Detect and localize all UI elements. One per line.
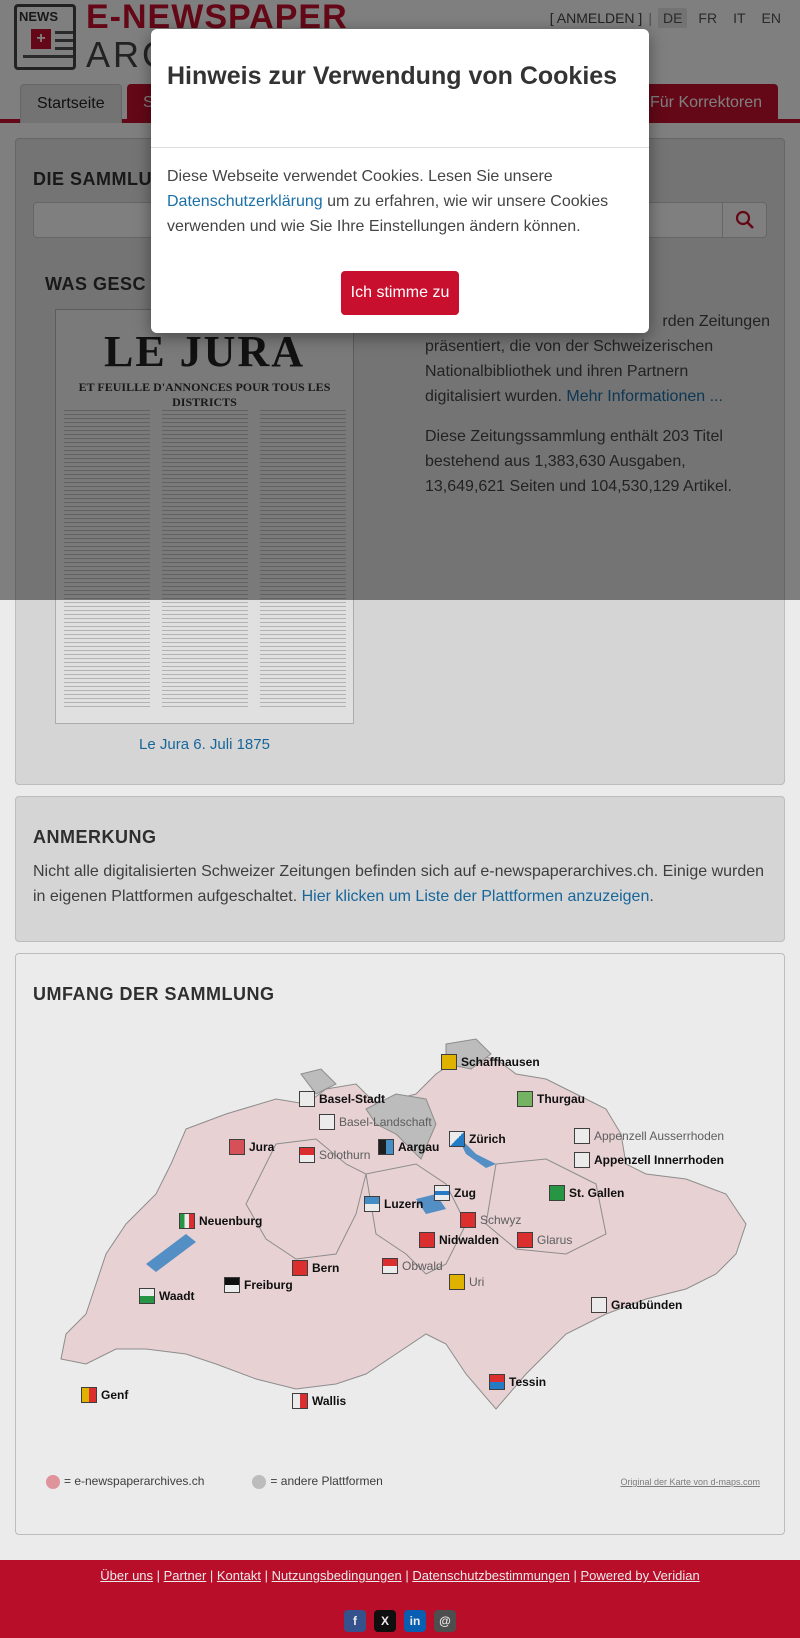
schaffhausen-flag-icon [441, 1054, 457, 1070]
canton-glarus[interactable]: Glarus [517, 1232, 572, 1248]
footer-privacy[interactable]: Datenschutzbestimmungen [412, 1568, 570, 1583]
modal-backdrop[interactable] [0, 0, 800, 600]
canton-basel-stadt[interactable]: Basel-Stadt [299, 1091, 385, 1107]
zug-flag-icon [434, 1185, 450, 1201]
footer-links: Über uns | Partner | Kontakt | Nutzungsbedingungen | Datenschutzbestimmungen | Powered by Veridian [100, 1568, 700, 1583]
glarus-flag-icon [517, 1232, 533, 1248]
waadt-flag-icon [139, 1288, 155, 1304]
newspaper-caption[interactable]: Le Jura 6. Juli 1875 [139, 736, 270, 753]
legend-ours: = e-newspaperarchives.ch [46, 1474, 204, 1489]
footer-partner[interactable]: Partner [163, 1568, 207, 1583]
cookie-modal-text: Diese Webseite verwendet Cookies. Lesen Sie unsere Datenschutzerklärung um zu erfahren, wie wir unsere Cookies verwenden und wie Sie Ihre Einstellungen ändern können. [167, 168, 609, 235]
ar-flag-icon [574, 1128, 590, 1144]
canton-graubuenden[interactable]: Graubünden [591, 1297, 682, 1313]
facebook-icon[interactable]: f [344, 1610, 366, 1632]
canton-neuenburg[interactable]: Neuenburg [179, 1213, 262, 1229]
schwyz-flag-icon [460, 1212, 476, 1228]
map-shape [46, 1014, 776, 1494]
luzern-flag-icon [364, 1196, 380, 1212]
tessin-flag-icon [489, 1374, 505, 1390]
canton-solothurn[interactable]: Solothurn [299, 1147, 370, 1163]
solothurn-flag-icon [299, 1147, 315, 1163]
footer-terms[interactable]: Nutzungsbedingungen [271, 1568, 402, 1583]
canton-obwald[interactable]: Obwald [382, 1258, 443, 1274]
canton-schaffhausen[interactable]: Schaffhausen [441, 1054, 540, 1070]
canton-nidwalden[interactable]: Nidwalden [419, 1232, 499, 1248]
bern-flag-icon [292, 1260, 308, 1276]
canton-aargau[interactable]: Aargau [378, 1139, 439, 1155]
accept-cookies-button[interactable]: Ich stimme zu [341, 271, 459, 315]
canton-basel-land[interactable]: Basel-Landschaft [319, 1114, 432, 1130]
site-footer [0, 1560, 800, 1638]
map-legend [46, 1474, 383, 1489]
wallis-flag-icon [292, 1393, 308, 1409]
genf-flag-icon [81, 1387, 97, 1403]
platform-list-link[interactable]: Hier klicken um Liste der Plattformen anzuzeigen [301, 888, 650, 905]
canton-uri[interactable]: Uri [449, 1274, 484, 1290]
canton-ar[interactable]: Appenzell Ausserrhoden [574, 1128, 724, 1144]
canton-bern[interactable]: Bern [292, 1260, 339, 1276]
canton-zug[interactable]: Zug [434, 1185, 476, 1201]
linkedin-icon[interactable]: in [404, 1610, 426, 1632]
thurgau-flag-icon [517, 1091, 533, 1107]
freiburg-flag-icon [224, 1277, 240, 1293]
jura-flag-icon [229, 1139, 245, 1155]
canton-jura[interactable]: Jura [229, 1139, 274, 1155]
canton-tessin[interactable]: Tessin [489, 1374, 546, 1390]
legend-other: = andere Plattformen [252, 1474, 382, 1489]
nidwalden-flag-icon [419, 1232, 435, 1248]
footer-about[interactable]: Über uns [100, 1568, 154, 1583]
ai-flag-icon [574, 1152, 590, 1168]
note-title: ANMERKUNG [33, 827, 157, 847]
canton-freiburg[interactable]: Freiburg [224, 1277, 293, 1293]
x-icon[interactable]: X [374, 1610, 396, 1632]
social-links [0, 1610, 800, 1632]
canton-waadt[interactable]: Waadt [139, 1288, 195, 1304]
cookie-modal-title: Hinweis zur Verwendung von Cookies [167, 62, 618, 90]
basel-stadt-flag-icon [299, 1091, 315, 1107]
aargau-flag-icon [378, 1139, 394, 1155]
cookie-modal [151, 29, 649, 333]
note-text: Nicht alle digitalisierten Schweizer Zeitungen befinden sich auf e-newspaperarchives.ch. Einige wurden in eigenen Plattformen aufgeschaltet. Hier klicken um Liste der Plattformen anzuzeigen. [33, 863, 765, 905]
pink-dot-icon [46, 1475, 60, 1489]
modal-divider [151, 147, 649, 148]
map-title: UMFANG DER SAMMLUNG [33, 984, 275, 1004]
canton-thurgau[interactable]: Thurgau [517, 1091, 585, 1107]
obwald-flag-icon [382, 1258, 398, 1274]
email-icon[interactable]: @ [434, 1610, 456, 1632]
neuenburg-flag-icon [179, 1213, 195, 1229]
basel-land-flag-icon [319, 1114, 335, 1130]
zuerich-flag-icon [449, 1131, 465, 1147]
canton-stgallen[interactable]: St. Gallen [549, 1185, 624, 1201]
switzerland-map [46, 1014, 776, 1494]
canton-ai[interactable]: Appenzell Innerrhoden [574, 1152, 724, 1168]
canton-wallis[interactable]: Wallis [292, 1393, 346, 1409]
canton-schwyz[interactable]: Schwyz [460, 1212, 521, 1228]
footer-veridian[interactable]: Powered by Veridian [580, 1568, 700, 1583]
canton-zuerich[interactable]: Zürich [449, 1131, 506, 1147]
map-panel [15, 953, 785, 1535]
canton-luzern[interactable]: Luzern [364, 1196, 423, 1212]
stgallen-flag-icon [549, 1185, 565, 1201]
privacy-link[interactable]: Datenschutzerklärung [167, 193, 323, 210]
uri-flag-icon [449, 1274, 465, 1290]
map-credit-link[interactable]: Original der Karte von d-maps.com [620, 1477, 760, 1487]
grey-dot-icon [252, 1475, 266, 1489]
canton-genf[interactable]: Genf [81, 1387, 128, 1403]
graubuenden-flag-icon [591, 1297, 607, 1313]
footer-contact[interactable]: Kontakt [216, 1568, 261, 1583]
note-panel [15, 796, 785, 942]
